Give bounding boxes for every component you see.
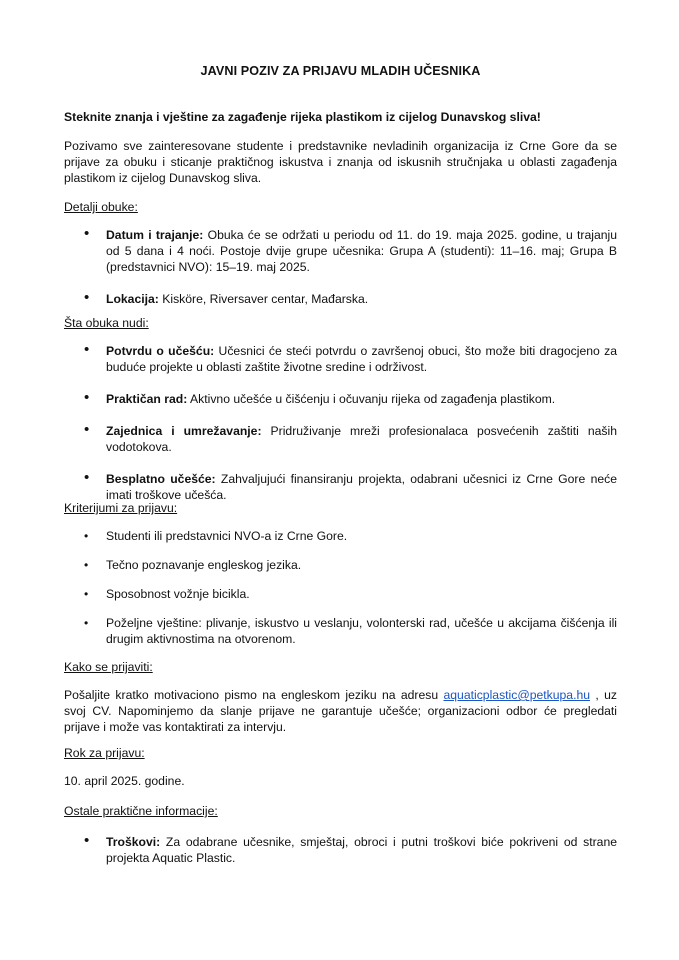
section-heading-other: Ostale praktične informacije:	[64, 804, 218, 818]
item-label: Potvrdu o učešću:	[106, 344, 215, 358]
list-item	[64, 557, 617, 573]
section-heading-apply: Kako se prijaviti:	[64, 660, 153, 674]
document-title: JAVNI POZIV ZA PRIJAVU MLADIH UČESNIKA	[200, 64, 481, 78]
bullet-icon: •	[84, 832, 90, 849]
list-item	[64, 528, 617, 544]
item-label: Troškovi:	[106, 835, 161, 849]
list-item	[64, 391, 617, 407]
section-heading-details: Detalji obuke:	[64, 200, 138, 214]
list-item	[64, 471, 617, 503]
apply-text-after: , uz svoj CV. Napominjemo da slanje prijave ne garantuje učešće; organizacioni odbor će pregledati prijave i može vas kontaktirati za intervju.	[64, 688, 618, 734]
list-item	[64, 423, 617, 455]
item-text: Aktivno učešće u čišćenju i očuvanju rijeka od zagađenja plastikom.	[187, 392, 556, 406]
section-heading-offers: Šta obuka nudi:	[64, 316, 149, 330]
list-item	[64, 834, 617, 866]
item-text: Obuka će se održati u periodu od 11. do 19. maja 2025. godine, u trajanju od 5 dana i 4 noći. Postoje dvije grupe učesnika: Grupa A (studenti): 11–16. maj; Grupa B (predstavnici NVO): 15–19. maj 2025.	[106, 228, 617, 274]
list-item	[64, 343, 617, 375]
details-list	[64, 227, 617, 307]
bullet-icon: •	[84, 529, 89, 543]
item-text: Kisköre, Riversaver centar, Mađarska.	[158, 292, 369, 306]
deadline-date: 10. april 2025. godine.	[64, 774, 185, 788]
item-label: Besplatno učešće:	[106, 472, 216, 486]
item-label: Lokacija:	[106, 292, 159, 306]
item-label: Datum i trajanje:	[106, 228, 204, 242]
item-text: Za odabrane učesnike, smještaj, obroci i putni troškovi biće pokriveni od strane projekta Aquatic Plastic.	[106, 835, 617, 865]
email-link[interactable]: aquaticplastic@petkupa.hu	[443, 688, 591, 702]
item-text: Pridruživanje mreži profesionalaca posvećenih zaštiti naših vodotokova.	[106, 424, 617, 454]
item-label: Praktičan rad:	[106, 392, 188, 406]
offers-list	[64, 343, 617, 503]
bullet-icon: •	[84, 587, 89, 601]
item-text: Poželjne vještine: plivanje, iskustvo u veslanju, volonterski rad, učešće u akcijama čišćenja ili drugim aktivnostima na otvorenom.	[106, 616, 617, 646]
apply-text-before: Pošaljite kratko motivaciono pismo na engleskom jeziku na adresu	[64, 688, 444, 702]
item-text: Zahvaljujući finansiranju projekta, odabrani učesnici iz Crne Gore neće imati troškove učešća.	[106, 472, 618, 502]
bullet-icon: •	[84, 289, 90, 306]
document-subtitle: Steknite znanja i vještine za zagađenje rijeka plastikom iz cijelog Dunavskog sliva!	[64, 110, 541, 124]
bullet-icon: •	[84, 341, 90, 358]
bullet-icon: •	[84, 558, 89, 572]
section-heading-deadline: Rok za prijavu:	[64, 746, 145, 760]
intro-paragraph: Pozivamo sve zainteresovane studente i predstavnike nevladinih organizacija iz Crne Gore da se prijave za obuku i sticanje praktičnog iskustva i znanja od iskusnih stručnjaka u oblasti zagađenja plastikom iz cijelog Dunavskog sliva.	[64, 139, 617, 185]
bullet-icon: •	[84, 616, 89, 630]
apply-paragraph	[64, 687, 617, 735]
item-label: Zajednica i umrežavanje:	[106, 424, 262, 438]
other-list	[64, 834, 617, 866]
list-item	[64, 291, 617, 307]
bullet-icon: •	[84, 421, 90, 438]
section-heading-criteria: Kriterijumi za prijavu:	[64, 501, 178, 515]
item-text: Sposobnost vožnje bicikla.	[106, 587, 250, 601]
bullet-icon: •	[84, 389, 90, 406]
bullet-icon: •	[84, 225, 90, 242]
list-item	[64, 586, 617, 602]
item-text: Studenti ili predstavnici NVO-a iz Crne Gore.	[106, 529, 348, 543]
criteria-list	[64, 528, 617, 647]
item-text: Učesnici će steći potvrdu o završenoj obuci, što može biti dragocjeno za buduće projekte u oblasti zaštite životne sredine i održivost.	[106, 344, 617, 374]
list-item	[64, 615, 617, 647]
item-text: Tečno poznavanje engleskog jezika.	[106, 558, 302, 572]
list-item	[64, 227, 617, 275]
bullet-icon: •	[84, 469, 90, 486]
